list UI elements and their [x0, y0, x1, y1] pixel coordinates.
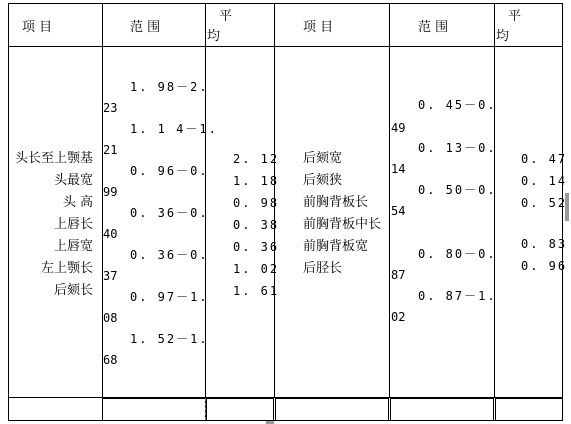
average-value: 0. 96: [521, 259, 568, 273]
range-line: 1. 1 4－1.: [130, 122, 218, 136]
range-line: 0. 36－0.: [130, 248, 209, 262]
header-item-right: 项 目: [303, 20, 334, 35]
range-line: 1. 98－2.: [130, 80, 209, 94]
list-item: 上唇宽: [53, 239, 93, 254]
header-average-left-1: 平: [219, 9, 233, 24]
bottom-cell-4: [275, 398, 389, 421]
range-wrap: 14: [391, 162, 406, 176]
average-value: 0. 14: [521, 174, 568, 188]
range-wrap: 02: [391, 310, 406, 324]
list-item: 头最宽: [53, 173, 93, 188]
average-value: 0. 38: [233, 218, 280, 232]
list-item: 上唇长: [53, 217, 93, 232]
range-wrap: 40: [103, 227, 118, 241]
average-value: 1. 18: [233, 174, 280, 188]
range-line: 0. 96－0.: [130, 164, 209, 178]
header-range-left: 范 围: [130, 20, 161, 35]
col-border-4: [389, 3, 390, 397]
left-average-list: [233, 148, 279, 302]
range-line: 0. 36－0.: [130, 206, 209, 220]
list-item: 后胫长: [303, 261, 343, 276]
bottom-cell-3: [206, 398, 274, 421]
range-wrap: 99: [103, 185, 118, 199]
range-line: 0. 50－0.: [418, 183, 497, 197]
header-average-left-2: 均: [207, 29, 221, 44]
range-line: 0. 80－0.: [418, 247, 497, 261]
range-line: 0. 13－0.: [418, 141, 497, 155]
range-line: 0. 87－1.: [418, 289, 497, 303]
bottom-cell-5: [390, 398, 494, 421]
average-value: 0. 52: [521, 196, 568, 210]
list-item: 前胸背板宽: [303, 239, 369, 254]
header-average-right-1: 平: [508, 9, 522, 24]
range-wrap: 23: [103, 101, 118, 115]
header-divider: [8, 46, 563, 47]
spacer: [521, 214, 567, 233]
average-value: 0. 47: [521, 152, 568, 166]
table-top-border: [8, 3, 563, 4]
range-line: 0. 45－0.: [418, 98, 497, 112]
list-item: 左上颚长: [40, 261, 93, 276]
left-item-list: [9, 148, 93, 302]
range-wrap: 49: [391, 121, 406, 135]
right-average-list: [521, 148, 567, 277]
list-item: 头 高: [62, 195, 93, 210]
range-wrap: 21: [103, 143, 118, 157]
bottom-cell-6: [495, 398, 563, 421]
list-item: 头长至上颚基: [14, 151, 93, 166]
list-item: 前胸背板长: [303, 195, 369, 210]
range-wrap: 54: [391, 204, 406, 218]
average-value: 1. 02: [233, 262, 280, 276]
header-item-left: 项 目: [22, 20, 53, 35]
range-wrap: 08: [103, 311, 118, 325]
list-item: 后颏长: [53, 283, 93, 298]
list-item: 后颏宽: [303, 151, 343, 166]
average-value: 0. 98: [233, 196, 280, 210]
range-wrap: 68: [103, 353, 118, 367]
list-item: 前胸背板中长: [303, 217, 382, 232]
range-wrap: 87: [391, 268, 406, 282]
header-average-right-2: 均: [496, 29, 510, 44]
average-value: 0. 36: [233, 240, 280, 254]
list-item: 后颏狭: [303, 173, 343, 188]
bottom-cell-2: [102, 398, 206, 421]
range-wrap: 37: [103, 269, 118, 283]
range-line: 1. 52－1.: [130, 332, 209, 346]
header-range-right: 范 围: [418, 20, 449, 35]
range-line: 0. 97－1.: [130, 290, 209, 304]
average-value: 1. 61: [233, 284, 280, 298]
average-value: 0. 83: [521, 237, 568, 251]
average-value: 2. 12: [233, 152, 280, 166]
right-item-list: [303, 148, 381, 280]
